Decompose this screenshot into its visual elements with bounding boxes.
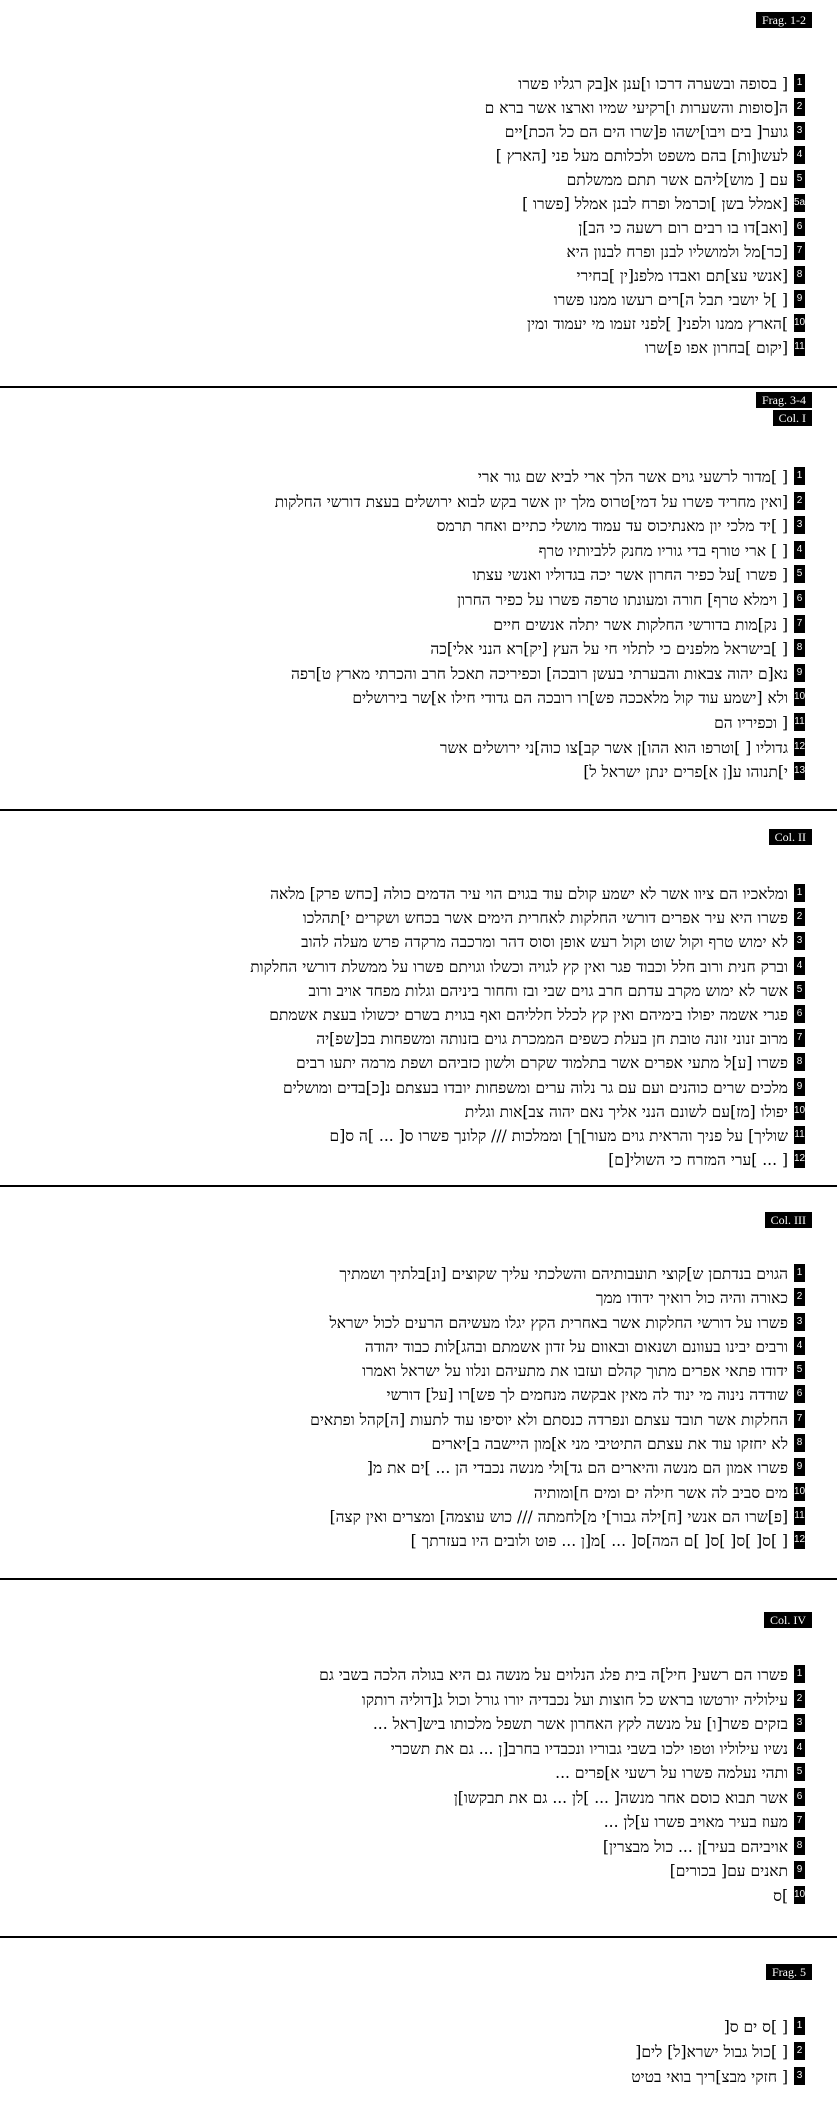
line-number: 12 bbox=[794, 1150, 805, 1168]
hebrew-text: נא[ם יהוה צבאות והבערתי בעשן רובכה] וכפיריכה תאכל חרב והכרתי מארץ ט]רפה bbox=[291, 664, 788, 683]
line-number: 8 bbox=[794, 1837, 805, 1855]
text-line bbox=[250, 979, 803, 1003]
line-number: 7 bbox=[794, 242, 805, 260]
fragment-label: Col. IV bbox=[764, 1612, 812, 1628]
hebrew-text: פשרו הם רשעי[ חיל]ה בית פלג הנלוים על מנשה גם היא בגולה הלכה בשבי גם bbox=[319, 1666, 788, 1684]
line-number: 6 bbox=[794, 590, 805, 608]
line-number: 13 bbox=[794, 762, 805, 780]
text-line bbox=[275, 613, 803, 638]
text-line bbox=[485, 312, 806, 336]
text-line bbox=[275, 662, 803, 687]
text-line bbox=[319, 1835, 803, 1860]
hebrew-text: ידודו פתאי אפרים מתוך קהלם ועזבו את מתעיהם ונלוו על ישראל ואמרו bbox=[362, 1362, 788, 1381]
hebrew-text: פגרי אשמה יפולו בימיהם ואין קץ לכלל חלליהם ואף בגוית בשרם יכשולו בעצת אשמתם bbox=[269, 1005, 788, 1024]
column-label: Col. I bbox=[773, 410, 812, 426]
line-number: 5a bbox=[794, 194, 805, 212]
text-line bbox=[319, 1810, 803, 1835]
text-line bbox=[485, 168, 803, 192]
text-line bbox=[319, 1663, 803, 1688]
text-line bbox=[485, 72, 803, 96]
text-line bbox=[319, 1712, 803, 1737]
line-number: 10 bbox=[794, 1102, 805, 1120]
text-line bbox=[250, 955, 803, 979]
text-line bbox=[310, 1383, 803, 1407]
hebrew-text: כאורה והיה כול רואיך ידודו ממך bbox=[595, 1289, 788, 1308]
line-number: 1 bbox=[794, 467, 805, 485]
hebrew-text: [ואב]דו בו רבים רום רשעה כי הב]ן bbox=[578, 219, 788, 237]
text-line bbox=[250, 906, 803, 930]
hebrew-text: [אמלל בשן ]וכרמל ופרח לבנן אמלל [פשרו ] bbox=[522, 195, 788, 213]
hebrew-text: גדוליו [ ]וטרפו הוא ההו]ן אשר קב]צו כוה]ני ירושלים אשר bbox=[439, 738, 788, 757]
text-line bbox=[275, 637, 803, 662]
hebrew-text: [פ]שרו הם אנשי [ח]ילה גבור]י מ]לחמתה /// כוש עוצמה] ומצרים ואין קצה] bbox=[329, 1507, 788, 1526]
line-number: 3 bbox=[794, 516, 805, 534]
hebrew-text: בזקים פשר[ו] על מנשה לקץ האחרון אשר תשפל מלכותו ביש[ראל ... bbox=[372, 1715, 788, 1733]
line-number: 1 bbox=[794, 2017, 805, 2035]
section-divider bbox=[0, 1936, 837, 1938]
text-line bbox=[631, 2040, 803, 2065]
line-number: 8 bbox=[794, 639, 805, 657]
text-block bbox=[631, 2015, 803, 2090]
line-number: 2 bbox=[794, 2042, 805, 2060]
line-number: 10 bbox=[794, 1886, 805, 1904]
hebrew-text: תאנים עם[ בכורים] bbox=[669, 1862, 788, 1880]
hebrew-text: ולא [ישמע עוד קול מלאככה פש]רו רובכה הם גדודי חילו א]שר בירושלים bbox=[352, 689, 788, 708]
hebrew-text: [ ]ס[ ]ס[ ]ס[ ]ם המה]ס[ ... ]מ[ן ... פוט ולובים היו בעזרתך ] bbox=[410, 1532, 788, 1551]
text-line bbox=[310, 1432, 803, 1456]
line-number: 6 bbox=[794, 1788, 805, 1806]
hebrew-text: [ נק]מות בדורשי החלקות אשר יתלה אנשים חיים bbox=[493, 615, 788, 634]
line-number: 3 bbox=[794, 122, 805, 140]
hebrew-text: [ חזקי מבצ]ריך בואי בטיט bbox=[631, 2068, 788, 2086]
line-number: 7 bbox=[794, 1029, 805, 1047]
line-number: 1 bbox=[794, 74, 805, 92]
line-number: 2 bbox=[794, 908, 805, 926]
line-number: 1 bbox=[794, 1665, 805, 1683]
hebrew-text: עילוליה יורטשו בראש כל חוצות ועל נכבדיה יורו גורל וכול ג[דוליה רותקו bbox=[361, 1690, 788, 1709]
line-number: 4 bbox=[794, 541, 805, 559]
hebrew-text: [ וימלא טרף] חורה ומעונתו טרפה פשרו על כפיר החרון bbox=[457, 590, 788, 609]
hebrew-text: החלקות אשר תובד עצתם ונפרדה כנסתם ולא יוסיפו עוד לתעות [ה]קהל ופתאים bbox=[310, 1410, 788, 1429]
hebrew-text: שודדה נינוה מי ינוד לה מאין אבקשה מנחמים לך פש]רו [על] דורשי bbox=[386, 1386, 788, 1405]
text-line bbox=[485, 264, 803, 288]
text-line bbox=[310, 1529, 806, 1553]
text-line bbox=[250, 1003, 803, 1027]
fragment-label: Col. III bbox=[765, 1212, 812, 1228]
hebrew-text: ורבים יבינו בעוונם ושנאום ובאוום על זדון אשמתם ובהג]לות כבוד יהודה bbox=[364, 1337, 788, 1356]
hebrew-text: יפולו [מז]עם לשונם הנני אליך נאם יהוה צב]אות וגלית bbox=[464, 1102, 788, 1121]
line-number: 3 bbox=[794, 932, 805, 950]
text-line bbox=[485, 144, 803, 168]
line-number: 9 bbox=[794, 1458, 805, 1476]
line-number: 3 bbox=[794, 2067, 805, 2085]
hebrew-text: [ ... ]ערי המזרח כי השולי[ם] bbox=[608, 1151, 788, 1170]
text-line bbox=[485, 240, 803, 264]
fragment-label: Frag. 1-2 bbox=[756, 12, 812, 28]
line-number: 7 bbox=[794, 615, 805, 633]
line-number: 11 bbox=[794, 1126, 805, 1144]
hebrew-text: מעוז בעיר מאויב פשרו ע]לן ... bbox=[603, 1813, 788, 1831]
line-number: 4 bbox=[794, 146, 805, 164]
line-number: 3 bbox=[794, 1313, 805, 1331]
line-number: 11 bbox=[794, 338, 805, 356]
text-line bbox=[310, 1359, 803, 1383]
line-number: 2 bbox=[794, 1288, 805, 1306]
hebrew-text: [ ] ארי טורף בדי גוריו מחנק ללביותיו טרף bbox=[538, 541, 788, 560]
line-number: 5 bbox=[794, 1361, 805, 1379]
hebrew-text: י]תנוהו ע[ן א]פרים ינתן ישראל ל] bbox=[583, 763, 788, 782]
hebrew-text: לא ימוש טרף וקול שוט וקול רעש אופן וסוס דהר ומרכבה מרקדה פרש מעלה להוב bbox=[301, 933, 788, 952]
line-number: 5 bbox=[794, 170, 805, 188]
text-line bbox=[275, 514, 803, 539]
line-number: 10 bbox=[794, 1483, 805, 1501]
text-line bbox=[319, 1737, 803, 1762]
hebrew-text: לעשו[ות] בהם משפט ולכלותם מעל פני [הארץ ] bbox=[495, 147, 788, 165]
text-line bbox=[310, 1335, 803, 1359]
text-line bbox=[250, 1148, 806, 1172]
text-line bbox=[275, 563, 803, 588]
text-line bbox=[631, 2015, 803, 2040]
text-line bbox=[310, 1262, 803, 1286]
text-line bbox=[485, 336, 805, 360]
line-number: 10 bbox=[794, 314, 805, 332]
fragment-label: Col. II bbox=[769, 829, 812, 845]
text-line bbox=[310, 1286, 803, 1310]
hebrew-text: ]הארץ ממנו ולפני[ ]לפני זעמו מי יעמוד ומין bbox=[527, 315, 788, 333]
hebrew-text: [יקום ]בחרון אפו פ]שרו bbox=[644, 339, 788, 357]
line-number: 6 bbox=[794, 1005, 805, 1023]
section-divider bbox=[0, 1185, 837, 1187]
text-line bbox=[250, 1027, 803, 1051]
hebrew-text: ומלאכיו הם ציוו אשר לא ישמע קולם עוד בגוים הוי עיר הדמים כולה [כחש פרק] מלאה bbox=[270, 885, 788, 903]
text-block bbox=[319, 1663, 806, 1908]
line-number: 1 bbox=[794, 884, 805, 902]
hebrew-text: וברק חנית ורוב חלל וכבוד פגר ואין קץ לגויה וכשלו וגויתם פשרו על ממשלת דורשי החלקות bbox=[250, 957, 788, 976]
hebrew-text: נשיו עילוליו וטפו ילכו בשבי גבוריו ונכבדיו בחרב[ן ... גם את תשכרי bbox=[390, 1739, 788, 1758]
text-line bbox=[275, 465, 803, 490]
text-line bbox=[319, 1859, 803, 1884]
line-number: 5 bbox=[794, 565, 805, 583]
text-block bbox=[310, 1262, 806, 1554]
text-block bbox=[484, 72, 806, 360]
line-number: 5 bbox=[794, 981, 805, 999]
text-line bbox=[274, 490, 803, 515]
hebrew-text: פשרו על דורשי החלקות אשר באחרית הקץ יגלו מעשיהם הרעים לכול ישראל bbox=[329, 1313, 788, 1332]
section-divider bbox=[0, 386, 837, 388]
fragment-label: Frag. 3-4 bbox=[756, 392, 812, 408]
text-line bbox=[485, 288, 803, 312]
hebrew-text: [ ]כול גבול ישרא[ל] לים[ bbox=[635, 2043, 788, 2061]
line-number: 4 bbox=[794, 957, 805, 975]
hebrew-text: מרוב זנוני זונה טובת חן בעלת כשפים הממכרת גוים בזנותה ומשפחות בכ[שפ]יה bbox=[316, 1030, 788, 1049]
hebrew-text: [כר]מל ולמושליו לבנן ופרח לבנון היא bbox=[566, 243, 788, 261]
line-number: 7 bbox=[794, 1812, 805, 1830]
fragment-label: Frag. 5 bbox=[766, 1964, 812, 1980]
line-number: 1 bbox=[794, 1264, 805, 1282]
hebrew-text: ה[סופות והשערות ו]רקיעי שמיו וארצו אשר ברא ם bbox=[484, 99, 788, 117]
text-block bbox=[274, 465, 806, 785]
line-number: 9 bbox=[794, 1861, 805, 1879]
line-number: 3 bbox=[794, 1714, 805, 1732]
hebrew-text: [ ]בישראל מלפנים כי לתלוי חי על העץ [יק]רא הנני אלי]כה bbox=[430, 640, 788, 659]
text-line bbox=[275, 539, 803, 564]
line-number: 5 bbox=[794, 1763, 805, 1781]
line-number: 11 bbox=[794, 1507, 805, 1525]
hebrew-text: עם [ מוש]ליהם אשר תתם ממשלתם bbox=[566, 171, 788, 189]
line-number: 9 bbox=[794, 290, 805, 308]
text-line bbox=[250, 930, 803, 954]
text-line bbox=[484, 96, 803, 120]
line-number: 11 bbox=[794, 713, 805, 731]
line-number: 2 bbox=[794, 1690, 805, 1708]
line-number: 9 bbox=[794, 664, 805, 682]
hebrew-text: [ וכפיריו הם bbox=[714, 713, 788, 732]
hebrew-text: אשר לא ימוש מקרב עדתם חרב גוים שבי ובז וחחור ביניהם וגלות מפחד אויב ורוב bbox=[308, 981, 788, 1000]
hebrew-text: [ בסופה ובשערה דרכו ו]ענן א[בק רגליו פשרו bbox=[518, 75, 788, 93]
line-number: 8 bbox=[794, 1434, 805, 1452]
section-divider bbox=[0, 1578, 837, 1580]
text-line bbox=[319, 1688, 803, 1713]
text-line bbox=[631, 2065, 803, 2090]
line-number: 6 bbox=[794, 218, 805, 236]
line-number: 10 bbox=[794, 688, 805, 706]
text-line bbox=[275, 711, 805, 736]
text-line bbox=[310, 1456, 803, 1480]
hebrew-text: פשרו אמון הם מנשה והיארים הם גד]ולי מנשה נכבדי הן ... ]ים את מ[ bbox=[366, 1459, 788, 1478]
text-line bbox=[319, 1786, 803, 1811]
text-line bbox=[310, 1481, 806, 1505]
hebrew-text: פשרו [ע]ל מתעי אפרים אשר בתלמוד שקרם ולשון כזביהם ושפת מרמה יתעו רבים bbox=[295, 1054, 788, 1073]
hebrew-text: ]ס bbox=[773, 1886, 788, 1905]
text-line bbox=[310, 1505, 805, 1529]
text-line bbox=[310, 1311, 803, 1335]
text-line bbox=[319, 1761, 803, 1786]
line-number: 4 bbox=[794, 1337, 805, 1355]
hebrew-text: [ ]מדור לרשעי גוים אשר הלך ארי לביא שם גור ארי bbox=[477, 468, 788, 486]
text-line bbox=[319, 1884, 806, 1909]
text-line bbox=[250, 1076, 803, 1100]
text-line bbox=[275, 588, 803, 613]
hebrew-text: [אנשי עצ]תם ואבדו מלפנ[ין ]בחירי bbox=[576, 267, 788, 285]
line-number: 7 bbox=[794, 1410, 805, 1428]
text-line bbox=[275, 760, 806, 785]
text-block bbox=[250, 882, 806, 1172]
text-line bbox=[275, 686, 806, 711]
line-number: 2 bbox=[794, 98, 805, 116]
hebrew-text: פשרו היא עיר אפרים דורשי החלקות לאחרית הימים אשר בכחש ושקרים י]תהלכו bbox=[302, 909, 788, 928]
text-line bbox=[250, 1124, 805, 1148]
hebrew-text: [ ]ל יושבי תבל ה]רים רעשו ממנו פשרו bbox=[553, 291, 788, 309]
line-number: 12 bbox=[794, 1531, 805, 1549]
hebrew-text: לא יחזקו עוד את עצתם התיטיבי מני א]מון היישבה ב]יארים bbox=[431, 1435, 788, 1454]
line-number: 4 bbox=[794, 1739, 805, 1757]
line-number: 2 bbox=[794, 492, 805, 510]
text-line bbox=[485, 216, 803, 240]
line-number: 8 bbox=[794, 1053, 805, 1071]
line-number: 12 bbox=[794, 738, 805, 756]
hebrew-text: ותהי נעלמה פשרו על רשעי א]פרים ... bbox=[555, 1764, 788, 1782]
hebrew-text: [ואין מחריד פשרו על דמי]טרוס מלך יון אשר בקש לבוא ירושלים בעצת דורשי החלקות bbox=[274, 492, 788, 511]
text-line bbox=[485, 120, 803, 144]
hebrew-text: מים סביב לה אשר חילה ים ומים ח]ומותיה bbox=[533, 1483, 788, 1502]
text-line bbox=[250, 1100, 806, 1124]
text-line bbox=[485, 192, 806, 216]
line-number: 6 bbox=[794, 1385, 805, 1403]
hebrew-text: [ ]יד מלכי יון מאנתיכוס עד עמוד מושלי כתיים ואחר תרמס bbox=[436, 517, 788, 536]
text-line bbox=[250, 882, 803, 906]
hebrew-text: [ ]ס ים ס[ bbox=[723, 2018, 788, 2036]
text-line bbox=[275, 736, 806, 761]
hebrew-text: הגוים בנדתםן ש]קוצי תועבותיהם והשלכתי עליך שקוצים [ונ]בלתיך ושמתיך bbox=[339, 1265, 788, 1283]
text-line bbox=[310, 1408, 803, 1432]
hebrew-text: אויביהם בעיר]ן ... כול מבצרין] bbox=[602, 1837, 788, 1856]
hebrew-text: שוליך] על פניך והראית גוים מעור]ך] וממלכות /// קלונך פשרו ס[ ... ]ה ס[ם bbox=[329, 1126, 788, 1145]
hebrew-text: אשר תבוא כוסם אחר מנשה[ ... ]לן ... גם את תבקשו]ן bbox=[453, 1788, 788, 1807]
line-number: 8 bbox=[794, 266, 805, 284]
line-number: 9 bbox=[794, 1078, 805, 1096]
section-divider bbox=[0, 809, 837, 811]
text-line bbox=[250, 1051, 803, 1075]
hebrew-text: [ פשרו ]על כפיר החרון אשר יכה בגדוליו ואנשי עצתו bbox=[472, 566, 788, 585]
hebrew-text: מלכים שרים כוהנים ועם עם גר נלוה ערים ומשפחות יובדו בעצתם נ[כ]בדים ומושלים bbox=[282, 1078, 788, 1097]
hebrew-text: גוער[ בים ויבו]ישהו פ[שרו הים הם כל הכת]יים bbox=[504, 123, 788, 141]
